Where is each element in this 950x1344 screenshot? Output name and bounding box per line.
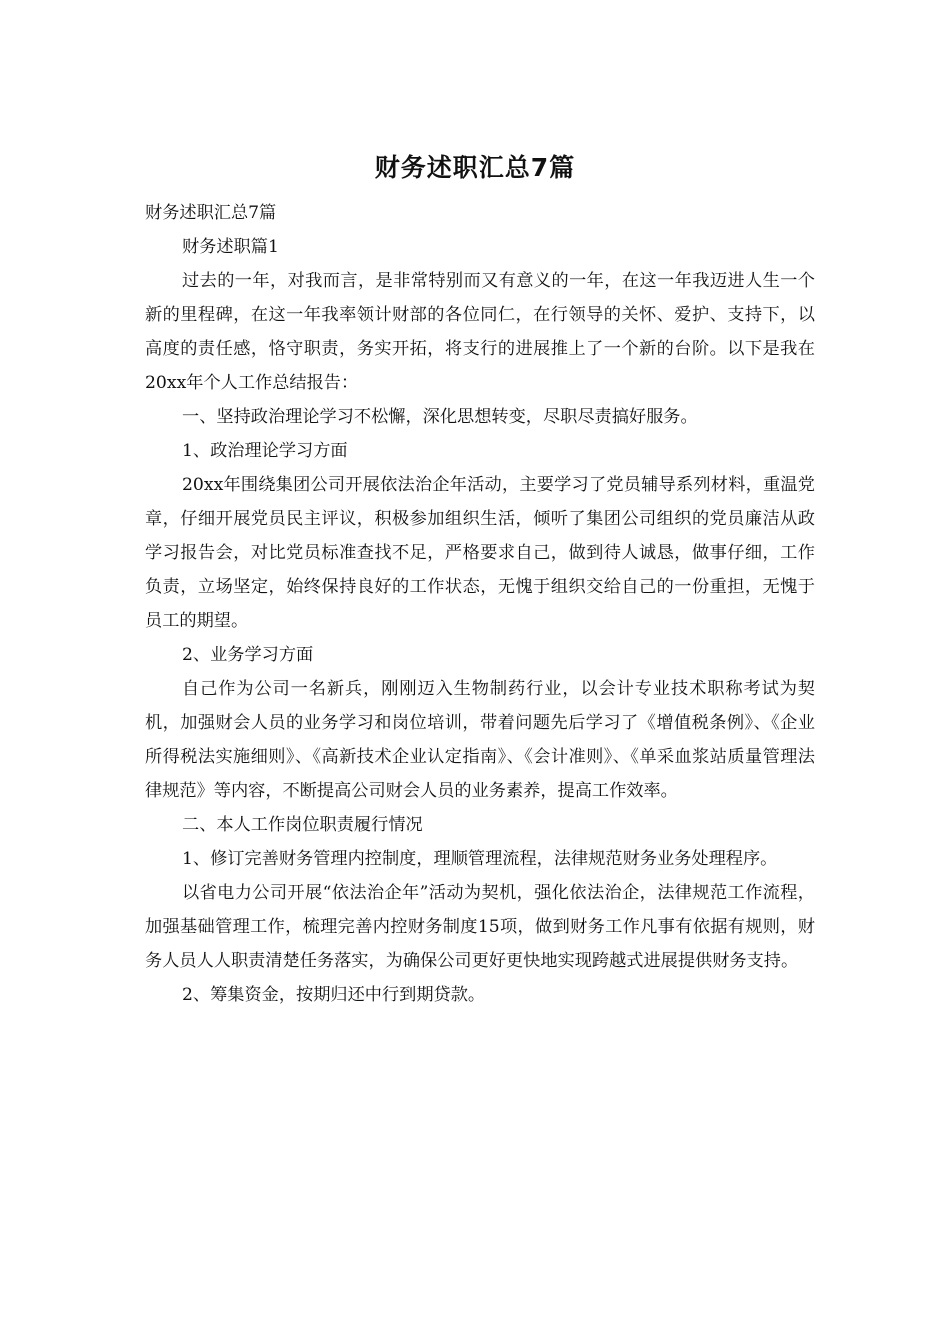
document-body: [145, 196, 815, 1012]
body-paragraph: 1、政治理论学习方面: [182, 441, 348, 461]
body-paragraph: 20xx年围绕集团公司开展依法治企年活动，主要学习了党员辅导系列材料，重温党章，仔细开展党员民主评议，积极参加组织生活，倾听了集团公司组织的党员廉洁从政学习报告会，对比党员标准查找不足，严格要求自己，做到待人诚恳，做事仔细，工作负责，立场坚定，始终保持良好的工作状态，无愧于组织交给自己的一份重担，无愧于员工的期望。: [145, 475, 815, 631]
body-paragraph: 2、业务学习方面: [182, 645, 314, 665]
document-title: 财务述职汇总7篇: [374, 153, 576, 182]
body-paragraph: 财务述职汇总7篇: [145, 203, 277, 223]
body-paragraph: 过去的一年，对我而言，是非常特别而又有意义的一年，在这一年我迈进人生一个新的里程碑，在这一年我率领计财部的各位同仁，在行领导的关怀、爱护、支持下，以高度的责任感，恪守职责，务实开拓，将支行的进展推上了一个新的台阶。以下是我在20xx年个人工作总结报告：: [145, 271, 815, 393]
body-paragraph: 以省电力公司开展“依法治企年”活动为契机，强化依法治企，法律规范工作流程，加强基础管理工作，梳理完善内控财务制度15项，做到财务工作凡事有依据有规则，财务人员人人职责清楚任务落实，为确保公司更好更快地实现跨越式进展提供财务支持。: [145, 883, 815, 971]
body-paragraph: 自己作为公司一名新兵，刚刚迈入生物制药行业，以会计专业技术职称考试为契机，加强财会人员的业务学习和岗位培训，带着问题先后学习了《增值税条例》、《企业所得税法实施细则》、《高新技术企业认定指南》、《会计准则》、《单采血浆站质量管理法律规范》等内容，不断提高公司财会人员的业务素养，提高工作效率。: [145, 679, 815, 801]
body-paragraph: 财务述职篇1: [182, 237, 279, 257]
body-paragraph: 1、修订完善财务管理内控制度，理顺管理流程，法律规范财务业务处理程序。: [182, 849, 778, 869]
body-paragraph: 2、筹集资金，按期归还中行到期贷款。: [182, 985, 486, 1005]
body-paragraph: 一、坚持政治理论学习不松懈，深化思想转变，尽职尽责搞好服务。: [182, 407, 698, 427]
body-paragraph: 二、本人工作岗位职责履行情况: [182, 815, 423, 835]
